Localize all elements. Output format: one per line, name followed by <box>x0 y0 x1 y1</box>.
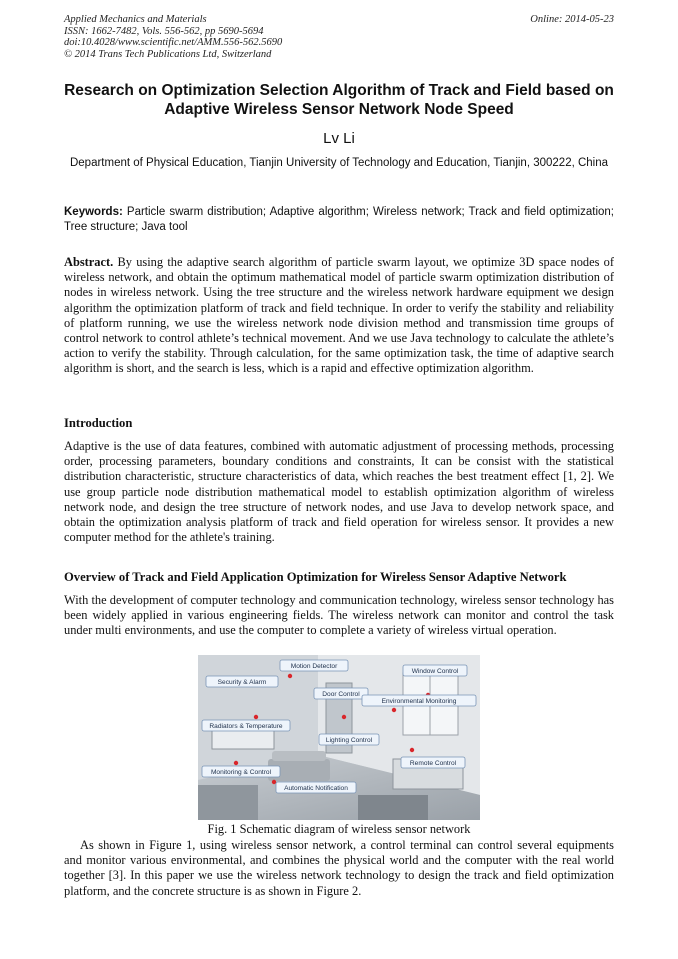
post-figure-text: As shown in Figure 1, using wireless sensor network, a control terminal can control several equipments and monitor various environmental, and combines the physical world and the computer with the real world together [3]. In this paper we use the wireless network technology to design the track and field optimization platform, and the concrete structure is as shown in Figure 2. <box>64 838 614 898</box>
fig-label-lighting-control: Lighting Control <box>325 737 373 744</box>
figure-1-caption: Fig. 1 Schematic diagram of wireless sensor network <box>207 822 471 836</box>
keywords-label: Keywords: <box>64 206 123 218</box>
fig-label-radiators-temperature: Radiators & Temperature <box>209 723 283 730</box>
figure-1-illustration <box>198 655 480 820</box>
paper-title: Research on Optimization Selection Algorithm of Track and Field based on Adaptive Wireless Sensor Network Node Speed <box>64 82 614 118</box>
copyright-line: © 2014 Trans Tech Publications Ltd, Switzerland <box>64 48 272 60</box>
keywords-text: Particle swarm distribution; Adaptive algorithm; Wireless network; Track and field optimization; Tree structure; Java tool <box>64 206 614 233</box>
doi-line: doi:10.4028/www.scientific.net/AMM.556-562.5690 <box>64 37 283 48</box>
fig-label-monitoring-control: Monitoring & Control <box>210 769 272 776</box>
figure-1-wireless-sensor-network <box>198 655 480 820</box>
introduction-text: Adaptive is the use of data features, combined with automatic adjustment of processing methods, processing order, processing parameters, boundary conditions and constraints, It can be consist with the statistical distribution characteristic, structure characteristics of data, which reaches the best treatment effect [1, 2]. We use group particle node distribution mathematical model to establish optimization algorithm of wireless network node, and design the tree structure of network nodes, and use Java to develop network space, and obtain the optimization analysis platform of track and field operation for wireless sensor. It provides a new computer method for the athlete's training. <box>64 439 614 545</box>
fig-label-motion-detector: Motion Detector <box>290 663 338 670</box>
section-heading-introduction: Introduction <box>64 416 133 430</box>
fig-label-remote-control: Remote Control <box>409 760 457 767</box>
fig-label-automatic-notification: Automatic Notification <box>284 785 348 792</box>
affiliation: Department of Physical Education, Tianjin University of Technology and Education, Tianjin, 300222, China <box>69 157 609 169</box>
fig-label-window-control: Window Control <box>411 668 459 675</box>
fig-label-security-alarm: Security & Alarm <box>217 679 267 686</box>
section-heading-overview: Overview of Track and Field Application Optimization for Wireless Sensor Adaptive Network <box>64 570 567 584</box>
fig-label-door-control: Door Control <box>322 691 360 698</box>
issn-line: ISSN: 1662-7482, Vols. 556-562, pp 5690-5694 <box>64 25 264 37</box>
abstract <box>64 255 614 377</box>
abstract-text: By using the adaptive search algorithm of particle swarm layout, we optimize 3D space nodes of wireless network, and obtain the optimum mathematical model of particle swarm optimization distribution of nodes in wireless network. Using the tree structure and the wireless network hardware equipment we design algorithm the optimization platform of track and field technique. In order to verify the stability and reliability of platform running, we use the wireless network node division method and transmission time groups of control network to control athlete’s technical movement. And we use Java technology to calculate the athlete’s action to verify the stability. Through calculation, for the same optimization task, the time of adaptive search algorithm is short, and the search is less, which is a rapid and effective optimization algorithm. <box>64 255 614 376</box>
journal-name: Applied Mechanics and Materials <box>64 14 207 25</box>
online-date: Online: 2014-05-23 <box>530 14 614 25</box>
running-header <box>64 14 614 60</box>
overview-text: With the development of computer technology and communication technology, wireless sensor technology has been widely applied in various engineering fields. The wireless network can monitor and control the task under multi environments, and use the computer to complete a variety of wireless virtual operation. <box>64 593 614 638</box>
fig-label-environmental-monitoring: Environmental Monitoring <box>381 698 457 705</box>
keywords <box>64 205 614 235</box>
author-name: Lv Li <box>323 130 355 147</box>
abstract-label: Abstract. <box>64 255 114 269</box>
